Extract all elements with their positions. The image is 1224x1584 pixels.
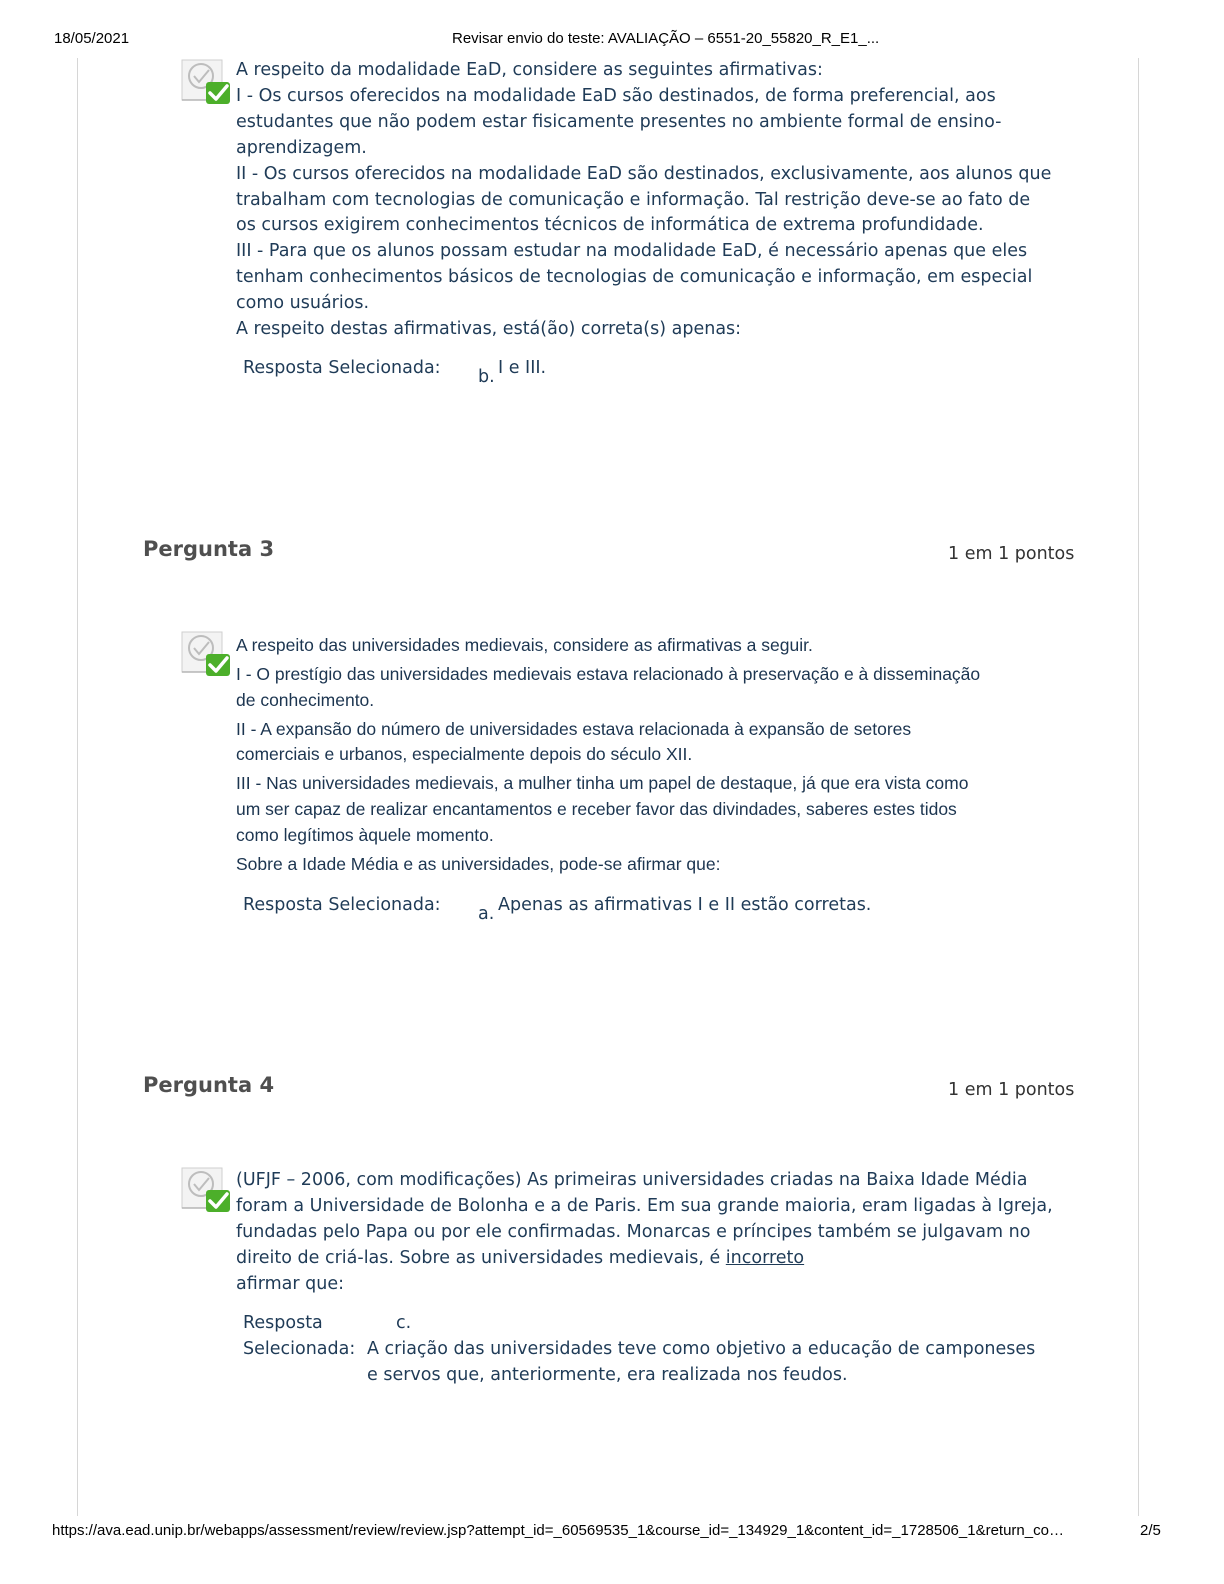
question-3-answer-letter: a. <box>478 904 495 924</box>
question-3-line: II - A expansão do número de universidades estava relacionada à expansão de setores <box>236 718 912 739</box>
question-4-answer-letter: c. <box>396 1313 412 1333</box>
question-2-line: aprendizagem. <box>236 137 367 158</box>
question-4-answer-label <box>243 1310 363 1362</box>
underlined-keyword: incorreto <box>725 1247 805 1268</box>
question-2-line: A respeito destas afirmativas, está(ão) correta(s) apenas: <box>236 319 742 340</box>
question-4-line-text: direito de criá-las. Sobre as universidades medievais, é <box>236 1247 726 1268</box>
page-title: Revisar envio do teste: AVALIAÇÃO – 6551-20_55820_R_E1_... <box>452 30 880 47</box>
question-3-line: como legítimos àquele momento. <box>236 824 494 845</box>
answer-label-line-1: Resposta <box>243 1313 323 1333</box>
question-4-line: (UFJF – 2006, com modificações) As primeiras universidades criadas na Baixa Idade Média <box>236 1170 1028 1190</box>
question-2-line: I - Os cursos oferecidos na modalidade EaD são destinados, de forma preferencial, aos <box>236 85 996 106</box>
question-4-text <box>236 1168 1066 1298</box>
page-number: 2/5 <box>1140 1522 1161 1539</box>
question-3-points: 1 em 1 pontos <box>948 544 1075 564</box>
print-date: 18/05/2021 <box>54 30 130 47</box>
content-border-right <box>1138 58 1139 1516</box>
question-3-line: Sobre a Idade Média e as universidades, pode-se afirmar que: <box>236 853 721 874</box>
question-2-answer-letter: b. <box>478 367 495 387</box>
question-4-points: 1 em 1 pontos <box>948 1080 1075 1100</box>
question-2-line: tenham conhecimentos básicos de tecnologias de comunicação e informação, em especial <box>236 267 1033 288</box>
question-4-line: foram a Universidade de Bolonha e a de Paris. Em sua grande maioria, eram ligadas à Igreja, <box>236 1195 1053 1216</box>
footer-url: https://ava.ead.unip.br/webapps/assessment/review/review.jsp?attempt_id=_60569535_1&course_id=_134929_1&content_id=_1728506_1&return_co… <box>52 1522 1064 1539</box>
question-3-line: comerciais e urbanos, especialmente depois do século XII. <box>236 744 693 765</box>
question-2-line: como usuários. <box>236 293 370 314</box>
question-2-answer-label: Resposta Selecionada: <box>243 358 441 378</box>
correct-answer-check-icon <box>180 1166 232 1216</box>
question-2-line: A respeito da modalidade EaD, considere as seguintes afirmativas: <box>236 60 823 80</box>
question-4-line: fundadas pelo Papa ou por ele confirmadas. Monarcas e príncipes também se julgavam no <box>236 1221 1031 1242</box>
question-3-line: III - Nas universidades medievais, a mulher tinha um papel de destaque, já que era vista como <box>236 773 969 794</box>
question-2-line: trabalham com tecnologias de comunicação e informação. Tal restrição deve-se ao fato de <box>236 189 1031 210</box>
question-4-line <box>236 1246 1066 1272</box>
question-3-answer-text: Apenas as afirmativas I e II estão corretas. <box>498 895 872 915</box>
question-3-line: I - O prestígio das universidades medievais estava relacionado à preservação e à disseminação <box>236 664 981 685</box>
question-3-answer-label: Resposta Selecionada: <box>243 895 441 915</box>
question-2-line: estudantes que não podem estar fisicamente presentes no ambiente formal de ensino- <box>236 111 1002 132</box>
question-3-text <box>236 633 1066 877</box>
content-border-left <box>77 58 78 1516</box>
question-2-answer-text: I e III. <box>498 358 547 378</box>
question-2-line: III - Para que os alunos possam estudar na modalidade EaD, é necessário apenas que eles <box>236 241 1028 262</box>
question-2-line: os cursos exigirem conhecimentos técnicos de informática de extrema profundidade. <box>236 215 984 236</box>
question-4-title: Pergunta 4 <box>143 1073 275 1097</box>
question-3-title: Pergunta 3 <box>143 537 275 561</box>
question-4-answer-text: A criação das universidades teve como objetivo a educação de camponeses e servos que, anteriormente, era realizada nos feudos. <box>367 1339 1036 1385</box>
question-2-text <box>236 58 1066 343</box>
answer-label-line-2: Selecionada: <box>243 1339 356 1359</box>
question-3-line: A respeito das universidades medievais, considere as afirmativas a seguir. <box>236 635 813 655</box>
question-4-line: afirmar que: <box>236 1273 345 1294</box>
correct-answer-check-icon <box>180 630 232 680</box>
correct-answer-check-icon <box>180 58 232 108</box>
question-3-line: de conhecimento. <box>236 689 375 710</box>
question-2-line: II - Os cursos oferecidos na modalidade EaD são destinados, exclusivamente, aos alunos que <box>236 163 1052 184</box>
question-3-line: um ser capaz de realizar encantamentos e receber favor das divindades, saberes estes tidos <box>236 799 957 820</box>
